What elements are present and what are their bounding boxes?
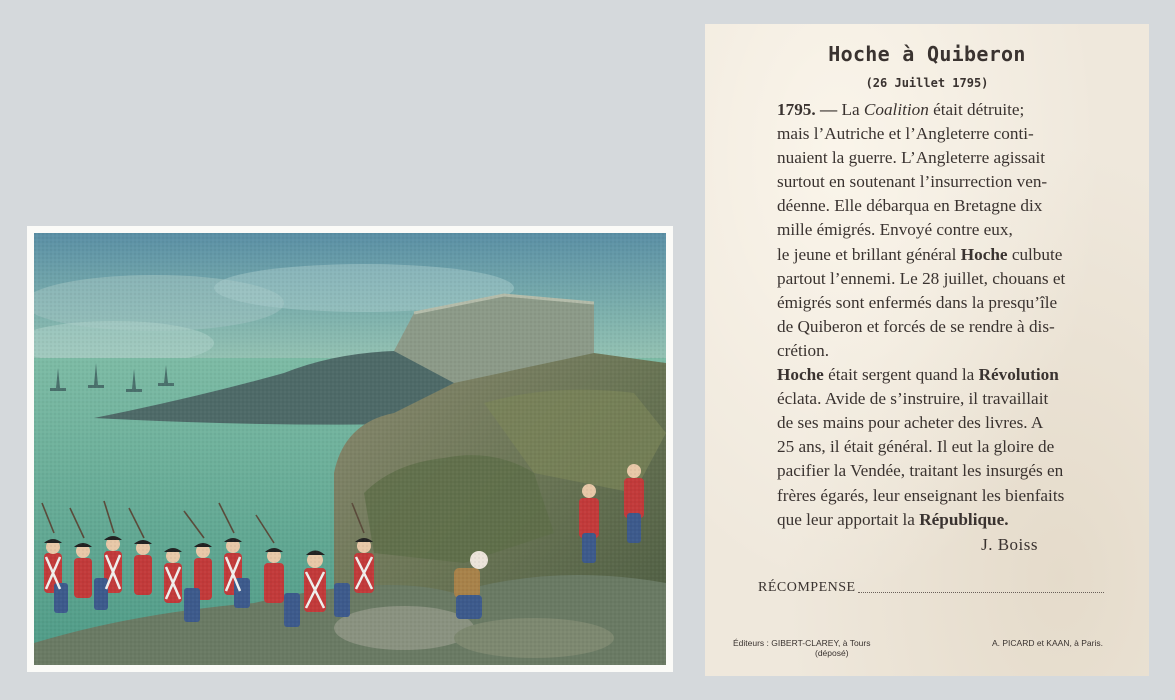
body-line: pacifier la Vendée, traitant les insurgés en <box>777 461 1064 481</box>
body-line: de Quiberon et forcés de se rendre à dis- <box>777 316 1055 336</box>
body-line: éclata. Avide de s’instruire, il travaillait <box>777 389 1049 409</box>
text-card <box>705 24 1149 676</box>
body-line: mille émigrés. Envoyé contre eux, <box>777 220 1013 240</box>
body-line: mais l’Autriche et l’Angleterre conti- <box>777 124 1034 144</box>
reward-line <box>758 580 1104 596</box>
body-line: déenne. Elle débarqua en Bretagne dix <box>777 196 1043 216</box>
body-line: 25 ans, il était général. Il eut la gloire de <box>777 437 1055 457</box>
card-date: (26 Juillet 1795) <box>865 76 989 90</box>
body-line: partout l’ennemi. Le 28 juillet, chouans et <box>777 268 1066 288</box>
body-line: Hoche était sergent quand la Révolution <box>777 365 1059 385</box>
editors-imprint: Éditeurs : GIBERT-CLAREY, à Tours (déposé) <box>733 638 871 658</box>
picture-card <box>27 226 673 672</box>
body-line: surtout en soutenant l’insurrection ven- <box>777 172 1048 192</box>
battle-illustration <box>34 233 666 665</box>
body-line: nuaient la guerre. L’Angleterre agissait <box>777 148 1046 168</box>
body-line: que leur apportait la République. <box>777 509 1009 529</box>
reward-label: RÉCOMPENSE <box>758 580 856 595</box>
card-title: Hoche à Quiberon <box>828 42 1026 66</box>
body-line: émigrés sont enfermés dans la presqu’île <box>777 292 1058 312</box>
body-line: de ses mains pour acheter des livres. A <box>777 413 1044 433</box>
reward-dotted-line <box>858 592 1104 593</box>
card-body <box>777 98 1103 532</box>
body-line: le jeune et brillant général Hoche culbute <box>777 244 1063 264</box>
printer-imprint: A. PICARD et KAAN, à Paris. <box>991 638 1103 648</box>
signature: J. Boiss <box>981 535 1038 554</box>
body-line: frères égarés, leur enseignant les bienfaits <box>777 485 1065 505</box>
body-line: 1795. — La Coalition était détruite; <box>777 100 1025 119</box>
body-line: crétion. <box>777 340 830 360</box>
